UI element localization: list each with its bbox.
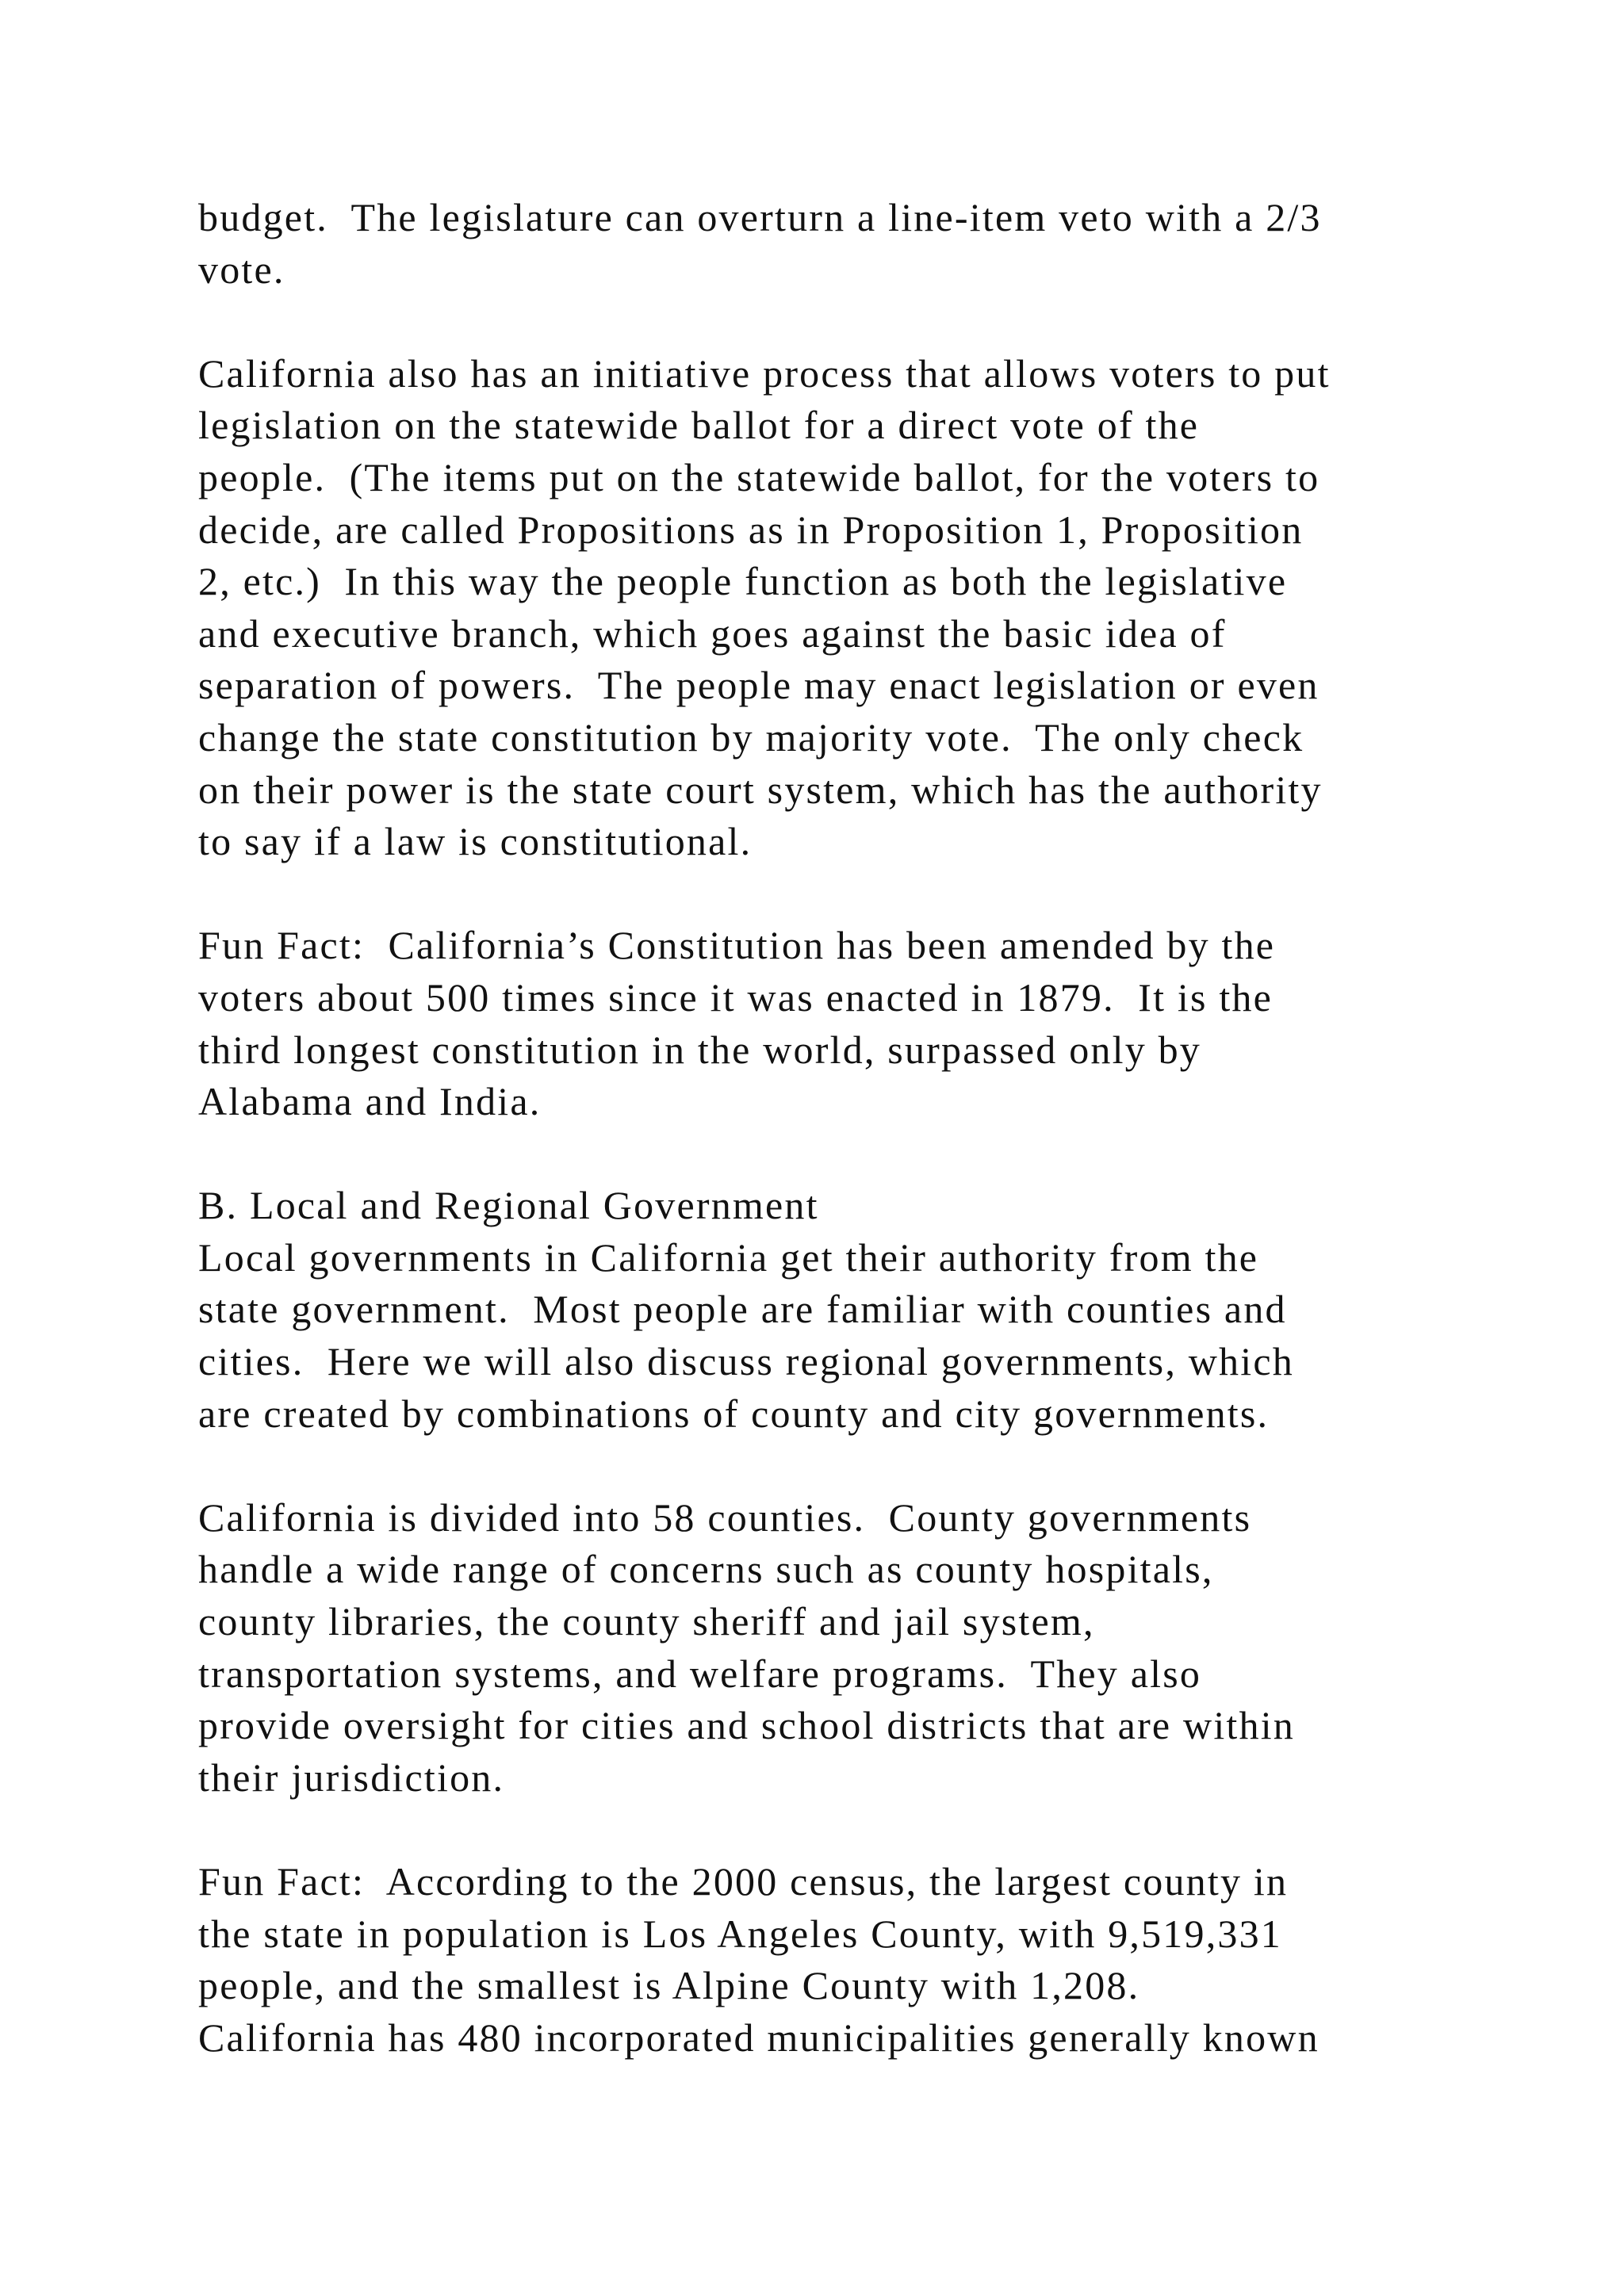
text-line: change the state constitution by majority vote. The only check <box>198 714 1304 760</box>
text-line: third longest constitution in the world, surpassed only by <box>198 1027 1202 1072</box>
text-line: California has 480 incorporated municipalities generally known <box>198 2015 1320 2060</box>
text-line: California is divided into 58 counties. County governments <box>198 1494 1252 1540</box>
text-line: Local governments in California get their authority from the <box>198 1234 1259 1280</box>
text-line: people. (The items put on the statewide ballot, for the voters to <box>198 454 1320 499</box>
paragraph-fun-fact-constitution <box>198 920 1483 1127</box>
text-line: people, and the smallest is Alpine County with 1,208. <box>198 1963 1140 2008</box>
text-line: their jurisdiction. <box>198 1755 505 1800</box>
text-line: legislation on the statewide ballot for a direct vote of the <box>198 403 1200 448</box>
text-line: transportation systems, and welfare programs. They also <box>198 1651 1202 1696</box>
section-heading: B. Local and Regional Government <box>198 1183 819 1228</box>
text-line: cities. Here we will also discuss regional governments, which <box>198 1339 1294 1384</box>
text-line: vote. <box>198 247 285 292</box>
text-line: decide, are called Propositions as in Proposition 1, Proposition <box>198 507 1304 552</box>
paragraph-fun-fact-census <box>198 1856 1483 2064</box>
text-line: the state in population is Los Angeles County, with 9,519,331 <box>198 1911 1282 1956</box>
text-line: state government. Most people are familiar with counties and <box>198 1287 1287 1332</box>
paragraph-local-regional-government <box>198 1180 1483 1440</box>
document-body <box>198 192 1483 2116</box>
text-line: Alabama and India. <box>198 1079 542 1124</box>
text-line: to say if a law is constitutional. <box>198 819 753 864</box>
text-line: Fun Fact: According to the 2000 census, the largest county in <box>198 1859 1289 1904</box>
text-line: handle a wide range of concerns such as county hospitals, <box>198 1547 1214 1592</box>
text-line: provide oversight for cities and school districts that are within <box>198 1703 1295 1748</box>
paragraph-initiative-process <box>198 348 1483 868</box>
text-line: county libraries, the county sheriff and jail system, <box>198 1599 1095 1644</box>
paragraph-budget-veto <box>198 192 1483 296</box>
text-line: on their power is the state court system, which has the authority <box>198 767 1323 812</box>
paragraph-counties <box>198 1492 1483 1804</box>
text-line: are created by combinations of county and city governments. <box>198 1391 1270 1436</box>
text-line: Fun Fact: California’s Constitution has been amended by the <box>198 923 1276 968</box>
text-line: budget. The legislature can overturn a line-item veto with a 2/3 <box>198 195 1322 239</box>
text-line: and executive branch, which goes against the basic idea of <box>198 610 1227 656</box>
text-line: voters about 500 times since it was enacted in 1879. It is the <box>198 974 1274 1020</box>
text-line: 2, etc.) In this way the people function as both the legislative <box>198 559 1288 604</box>
text-line: California also has an initiative process that allows voters to put <box>198 350 1331 396</box>
text-line: separation of powers. The people may enact legislation or even <box>198 663 1320 708</box>
